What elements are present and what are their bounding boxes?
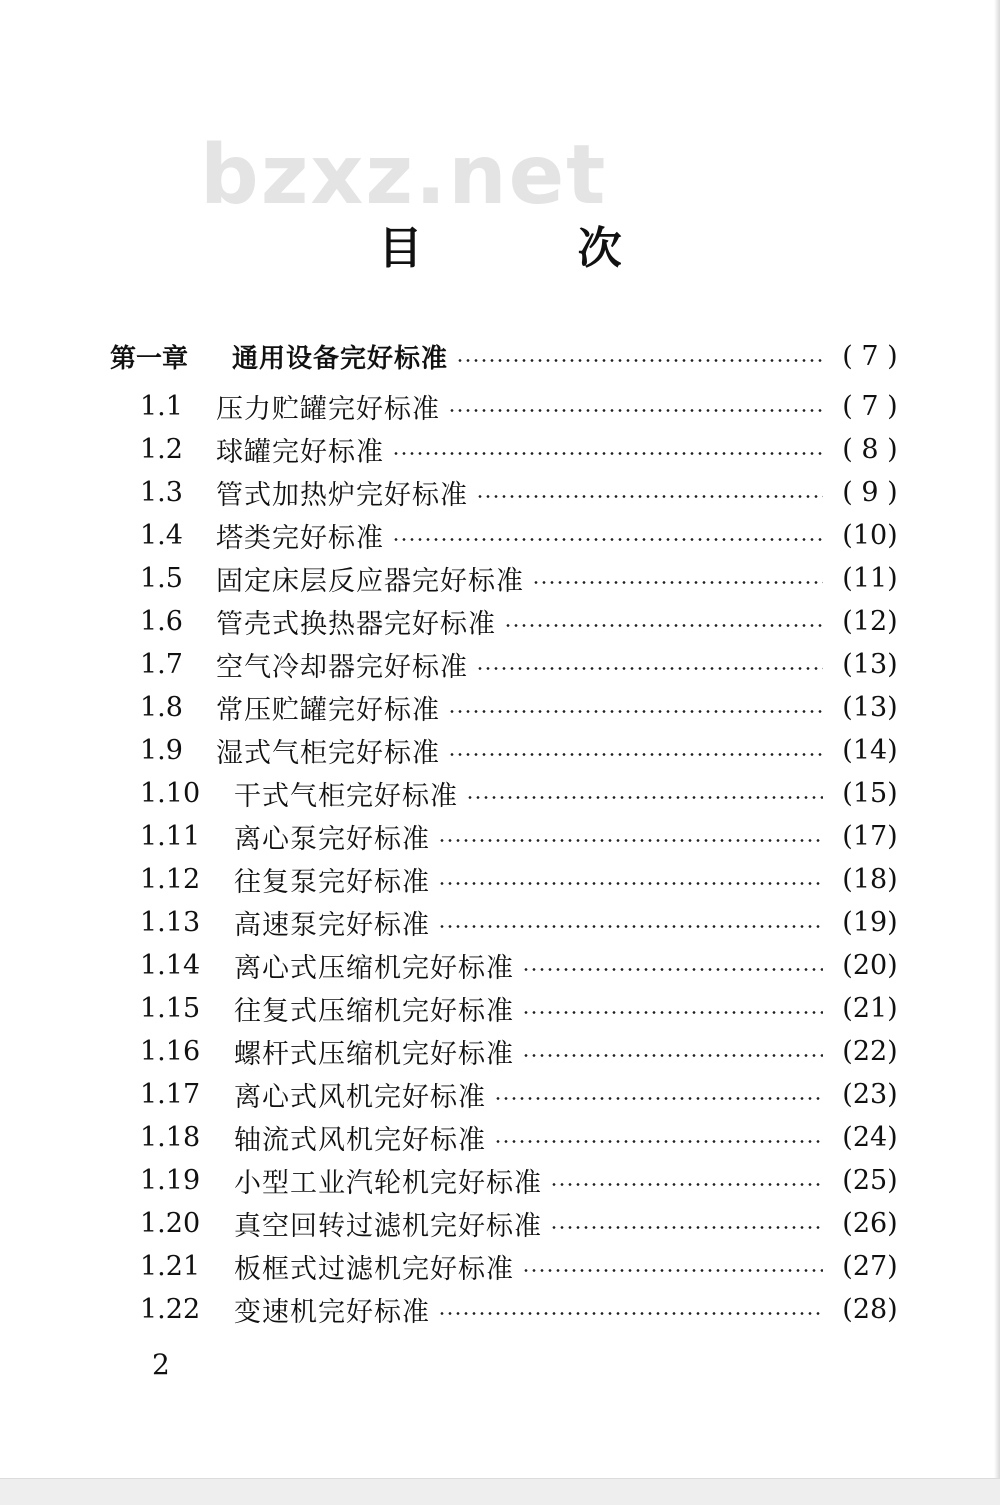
section-number: 1.15 <box>140 992 201 1024</box>
section-number: 1.19 <box>140 1164 201 1196</box>
toc-chapter-row <box>110 336 905 376</box>
section-title: 固定床层反应器完好标准 <box>216 565 524 597</box>
section-number: 1.16 <box>140 1035 201 1067</box>
chapter-title: 通用设备完好标准 <box>232 343 449 374</box>
section-title: 球罐完好标准 <box>216 436 384 468</box>
toc-row <box>140 945 905 985</box>
section-title: 塔类完好标准 <box>216 522 384 554</box>
section-number: 1.5 <box>140 562 183 594</box>
section-page: (13) <box>842 648 898 680</box>
section-title: 离心式风机完好标准 <box>234 1081 486 1113</box>
section-title: 压力贮罐完好标准 <box>216 393 440 425</box>
dot-leader <box>392 452 823 455</box>
dot-leader <box>448 409 823 412</box>
dot-leader <box>438 882 823 885</box>
toc-row <box>140 515 905 555</box>
toc-row <box>140 429 905 469</box>
section-number: 1.17 <box>140 1078 201 1110</box>
section-page: ( 9 ) <box>842 476 898 508</box>
section-page: (13) <box>842 691 898 723</box>
section-page: (27) <box>842 1250 898 1282</box>
section-page: (20) <box>842 949 898 981</box>
section-number: 1.1 <box>140 390 183 422</box>
dot-leader <box>522 1054 823 1057</box>
toc-row <box>140 1203 905 1243</box>
chapter-number: 第一章 <box>110 343 189 374</box>
toc-row <box>140 687 905 727</box>
bottom-margin-strip <box>0 1478 1000 1505</box>
section-number: 1.9 <box>140 734 183 766</box>
toc-row <box>140 1246 905 1286</box>
dot-leader <box>476 495 823 498</box>
section-number: 1.2 <box>140 433 183 465</box>
dot-leader <box>448 753 823 756</box>
section-number: 1.8 <box>140 691 183 723</box>
section-title: 真空回转过滤机完好标准 <box>234 1210 542 1242</box>
section-page: (24) <box>842 1121 898 1153</box>
section-title: 高速泵完好标准 <box>234 909 430 941</box>
section-title: 板框式过滤机完好标准 <box>234 1253 514 1285</box>
dot-leader <box>456 359 823 362</box>
section-page: (19) <box>842 906 898 938</box>
dot-leader <box>522 968 823 971</box>
dot-leader <box>532 581 823 584</box>
section-number: 1.4 <box>140 519 183 551</box>
section-title: 螺杆式压缩机完好标准 <box>234 1038 514 1070</box>
toc-row <box>140 988 905 1028</box>
section-title: 管壳式换热器完好标准 <box>216 608 496 640</box>
watermark: bzxz.net <box>200 128 608 223</box>
page-title: 目 次 <box>378 223 692 274</box>
toc-row <box>140 730 905 770</box>
section-page: (18) <box>842 863 898 895</box>
toc-row <box>140 558 905 598</box>
section-title: 离心式压缩机完好标准 <box>234 952 514 984</box>
section-title: 小型工业汽轮机完好标准 <box>234 1167 542 1199</box>
section-title: 管式加热炉完好标准 <box>216 479 468 511</box>
section-title: 湿式气柜完好标准 <box>216 737 440 769</box>
dot-leader <box>476 667 823 670</box>
section-page: (15) <box>842 777 898 809</box>
dot-leader <box>448 710 823 713</box>
dot-leader <box>504 624 823 627</box>
page-number: 2 <box>152 1348 170 1381</box>
dot-leader <box>438 925 823 928</box>
section-number: 1.20 <box>140 1207 201 1239</box>
section-number: 1.21 <box>140 1250 201 1282</box>
section-title: 变速机完好标准 <box>234 1296 430 1328</box>
toc-row <box>140 472 905 512</box>
section-page: (28) <box>842 1293 898 1325</box>
toc-row <box>140 1160 905 1200</box>
section-page: (26) <box>842 1207 898 1239</box>
section-number: 1.3 <box>140 476 183 508</box>
toc-row <box>140 1117 905 1157</box>
page-edge-shadow <box>994 0 1000 1505</box>
dot-leader <box>522 1011 823 1014</box>
toc-row <box>140 1031 905 1071</box>
toc-row <box>140 1289 905 1329</box>
section-page: (25) <box>842 1164 898 1196</box>
section-page: (23) <box>842 1078 898 1110</box>
section-title: 往复式压缩机完好标准 <box>234 995 514 1027</box>
chapter-page: ( 7 ) <box>842 340 898 372</box>
section-title: 常压贮罐完好标准 <box>216 694 440 726</box>
dot-leader <box>466 796 823 799</box>
dot-leader <box>494 1140 823 1143</box>
toc-row <box>140 386 905 426</box>
section-page: ( 8 ) <box>842 433 898 465</box>
dot-leader <box>522 1269 823 1272</box>
section-title: 离心泵完好标准 <box>234 823 430 855</box>
section-number: 1.18 <box>140 1121 201 1153</box>
dot-leader <box>438 839 823 842</box>
section-title: 轴流式风机完好标准 <box>234 1124 486 1156</box>
dot-leader <box>494 1097 823 1100</box>
section-number: 1.11 <box>140 820 201 852</box>
section-title: 往复泵完好标准 <box>234 866 430 898</box>
section-title: 干式气柜完好标准 <box>234 780 458 812</box>
dot-leader <box>392 538 823 541</box>
section-page: ( 7 ) <box>842 390 898 422</box>
section-page: (14) <box>842 734 898 766</box>
section-page: (21) <box>842 992 898 1024</box>
toc-row <box>140 644 905 684</box>
section-number: 1.22 <box>140 1293 201 1325</box>
section-title: 空气冷却器完好标准 <box>216 651 468 683</box>
toc-row <box>140 773 905 813</box>
dot-leader <box>550 1226 823 1229</box>
section-number: 1.10 <box>140 777 201 809</box>
toc-row <box>140 1074 905 1114</box>
section-page: (12) <box>842 605 898 637</box>
toc-row <box>140 601 905 641</box>
section-page: (22) <box>842 1035 898 1067</box>
dot-leader <box>438 1312 823 1315</box>
dot-leader <box>550 1183 823 1186</box>
toc-row <box>140 859 905 899</box>
section-number: 1.14 <box>140 949 201 981</box>
section-number: 1.13 <box>140 906 201 938</box>
section-page: (11) <box>842 562 898 594</box>
toc-row <box>140 902 905 942</box>
section-page: (17) <box>842 820 898 852</box>
section-number: 1.12 <box>140 863 201 895</box>
toc-row <box>140 816 905 856</box>
section-page: (10) <box>842 519 898 551</box>
section-number: 1.6 <box>140 605 183 637</box>
section-number: 1.7 <box>140 648 183 680</box>
